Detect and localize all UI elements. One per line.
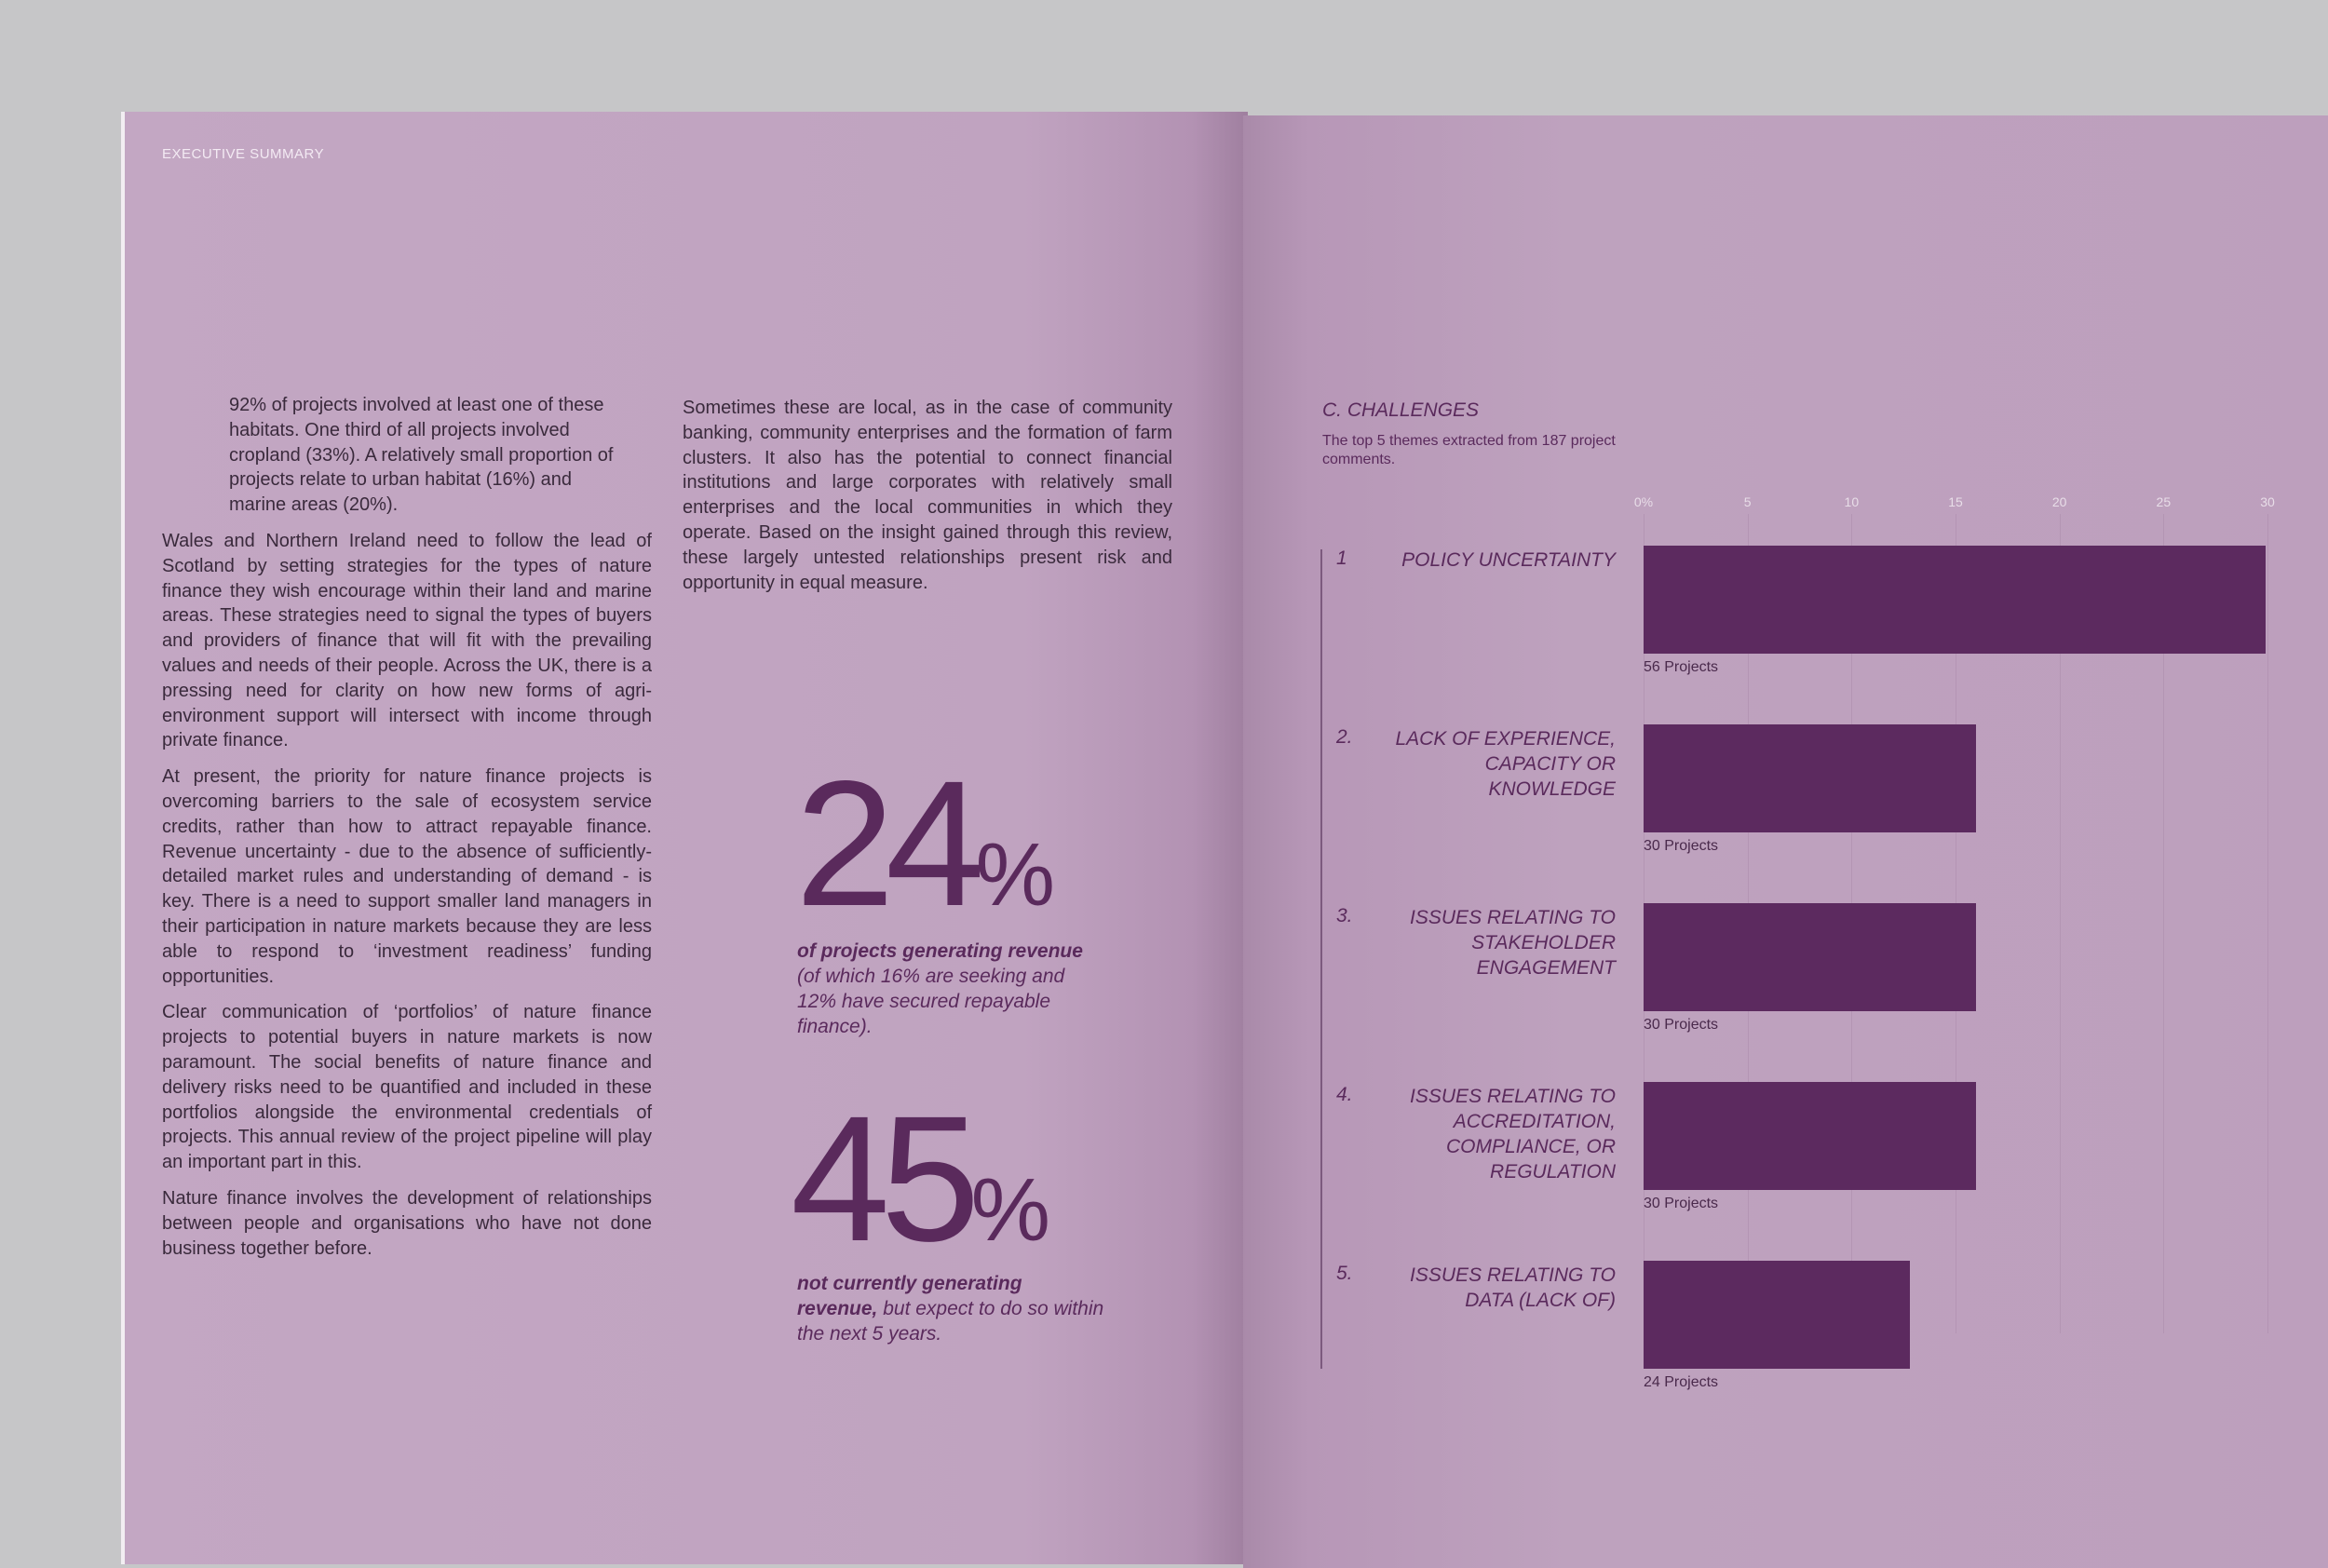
category-label: LACK OF EXPERIENCE, CAPACITY OR KNOWLEDGE [1395,728,1616,800]
rank-number: 3. [1336,905,1353,926]
caption-rest: (of which 16% are seeking and 12% have secured repayable finance). [797,966,1065,1037]
category-label: ISSUES RELATING TO STAKEHOLDER ENGAGEMENT [1410,907,1616,979]
running-head: EXECUTIVE SUMMARY [162,146,325,162]
bar-data-label: 24 Projects [1644,1374,1719,1390]
grid-line [2267,514,2268,1333]
category-label: ISSUES RELATING TO DATA (LACK OF) [1410,1264,1616,1311]
x-tick-label: 10 [1844,494,1860,509]
category-label: ISSUES RELATING TO ACCREDITATION, COMPLIANCE, OR REGULATION [1410,1086,1616,1183]
intro-paragraph: 92% of projects involved at least one of these habitats. One third of all projects involved cropland (33%). A relatively small proportion of projects relate to urban habitat (16%) and marine areas (20%). [229,395,614,516]
paragraph: At present, the priority for nature finance projects is overcoming barriers to the sale of ecosystem service credits, rather than how to attract repayable finance. Revenue uncertainty - due to the absence of sufficiently-detailed market rules and understanding of demand - is key. There is a need to support smaller land managers in their participation in nature markets because they are less able to respond to ‘investment readiness’ funding opportunities. [162,766,652,987]
x-tick-label: 5 [1743,494,1752,509]
bar-data-label: 30 Projects [1644,1017,1719,1033]
left-page [121,112,1248,1564]
rank-number: 5. [1336,1263,1353,1284]
stat-45-caption [797,1271,1104,1346]
stat-45-percent [791,1078,1050,1278]
caption-rest: but expect to do so within the next 5 years. [797,1298,1104,1345]
x-tick-label: 20 [2051,494,2067,509]
x-tick-label: 25 [2156,494,2172,509]
right-page [1243,115,2328,1568]
stat-number: 45 [791,1078,971,1278]
stat-percent-sign: % [975,825,1055,925]
body-column-1 [162,529,652,1272]
paragraph: Nature finance involves the development of relationships between people and organisations who have not done business together before. [162,1187,652,1259]
bar-data-label: 56 Projects [1644,659,1719,675]
stat-percent-sign: % [970,1160,1050,1260]
paragraph: Wales and Northern Ireland need to follow the lead of Scotland by setting strategies for the types of nature finance they wish encourage within their land and marine areas. These strategies need to signal the types of buyers and providers of finance that will fit with the prevailing values and needs of their people. Across the UK, there is a pressing need for clarity on how new forms of agri-environment support will intersect with income through private finance. [162,531,652,751]
rank-number: 2. [1336,726,1353,748]
bar-data-label: 30 Projects [1644,838,1719,854]
bar [1644,1082,1976,1190]
bar-data-label: 30 Projects [1644,1196,1719,1211]
caption-bold: not currently generating revenue, [797,1273,1022,1319]
body-column-2: Sometimes these are local, as in the case of community banking, community enterprises and the formation of farm clusters. It also has the potential to connect financial institutions and large corporates with relatively small enterprises and the local communities in which they operate. Based on the insight gained through this review, these largely untested relationships present risk and opportunity in equal measure. [683,398,1172,593]
rank-number: 1 [1336,547,1347,569]
bar [1644,546,2266,654]
caption-bold: of projects generating revenue [797,940,1083,962]
stat-24-caption [797,939,1104,1039]
bar [1644,724,1976,832]
x-tick-label: 0% [1633,494,1654,509]
category-label: POLICY UNCERTAINTY [1401,549,1616,571]
rank-number: 4. [1336,1084,1353,1105]
chart-subtitle: The top 5 themes extracted from 187 project comments. [1322,433,1616,467]
bar [1644,1261,1910,1369]
bar [1644,903,1976,1011]
x-tick-label: 15 [1948,494,1963,509]
stat-24-percent [795,743,1055,943]
stat-number: 24 [795,743,976,943]
x-tick-label: 30 [2260,494,2275,509]
paragraph: Clear communication of ‘portfolios’ of nature finance projects to potential buyers in nature markets is now paramount. The social benefits of nature finance and delivery risks need to be quantified and included in these portfolios alongside the environmental credentials of projects. This annual review of the project pipeline will play an important part in this. [162,1002,652,1173]
chart-title: C. CHALLENGES [1322,399,1480,421]
rank-axis-line [1320,549,1322,1369]
